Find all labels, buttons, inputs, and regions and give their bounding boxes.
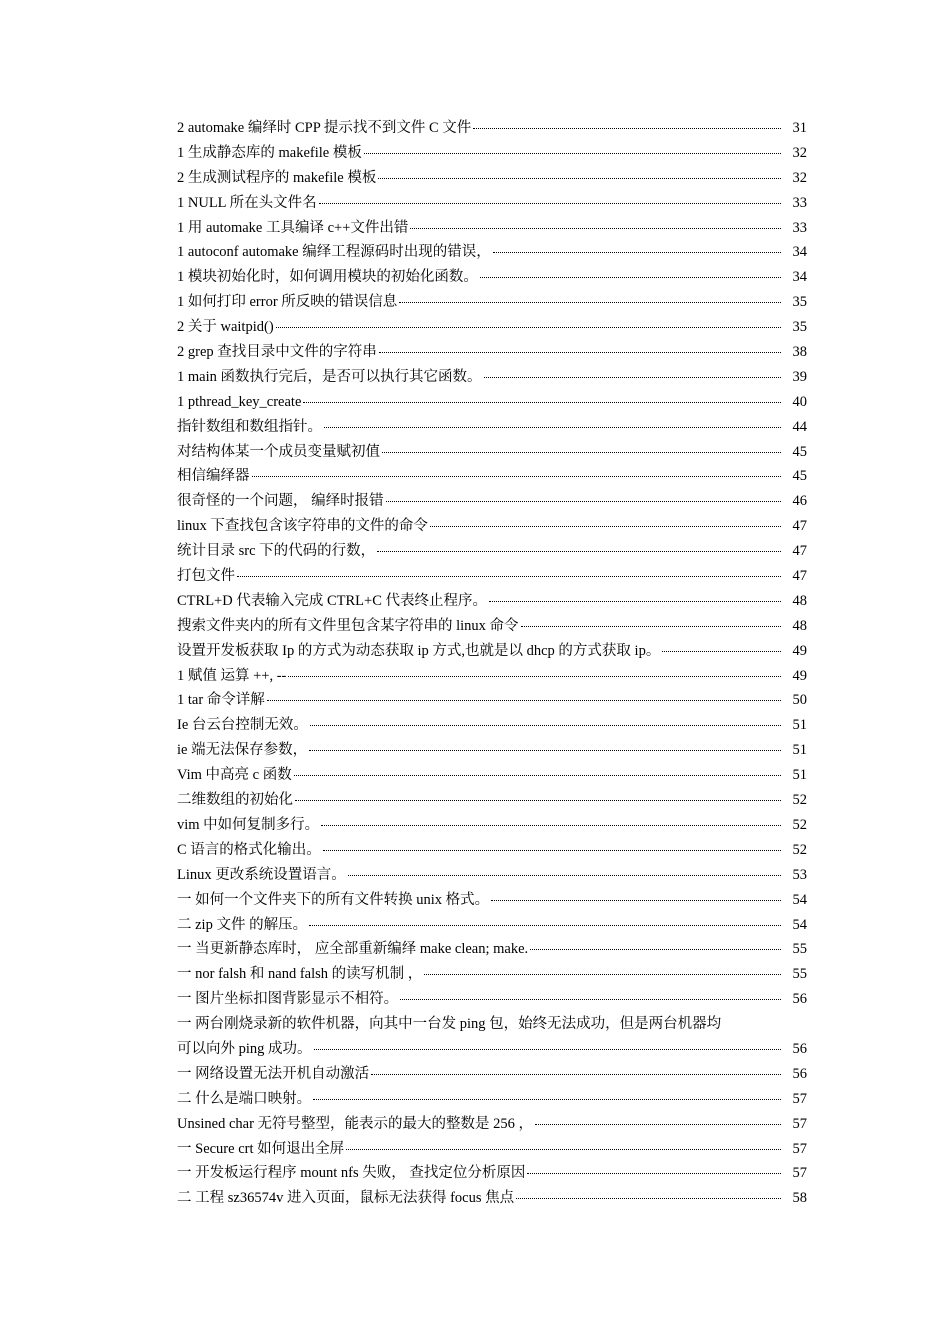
- toc-entry-text: 打包文件: [177, 568, 235, 585]
- toc-page-number: 55: [792, 941, 807, 958]
- toc-entry[interactable]: [177, 913, 807, 938]
- toc-entries: [177, 1062, 807, 1211]
- toc-leader-dots: [527, 1172, 781, 1174]
- toc-entry-text: 1 autoconf automake 编绎工程源码时出现的错误，: [177, 244, 491, 261]
- toc-leader-dots: [348, 874, 781, 876]
- toc-leader-dots: [399, 301, 781, 303]
- toc-leader-dots: [377, 550, 781, 552]
- toc-page-number: 58: [792, 1190, 807, 1207]
- toc-entry[interactable]: [177, 415, 807, 440]
- toc-entry-text: 设置开发板获取 Ip 的方式为动态获取 ip 方式,也就是以 dhcp 的方式获取 ip。: [177, 642, 661, 659]
- toc-page-number: 40: [792, 393, 807, 410]
- toc-page-number: 57: [792, 1090, 807, 1107]
- toc-entry-text: 2 生成测试程序的 makefile 模板: [177, 169, 377, 186]
- toc-page-number: 33: [792, 194, 807, 211]
- toc-entry-text: CTRL+D 代表输入完成 CTRL+C 代表终止程序。: [177, 592, 487, 609]
- toc-entry[interactable]: [177, 1161, 807, 1186]
- toc-entry-text: 很奇怪的一个问题， 编绎时报错: [177, 493, 384, 510]
- toc-entry[interactable]: [177, 564, 807, 589]
- toc-page-number: 47: [792, 518, 807, 535]
- toc-entry-text: 一 Secure crt 如何退出全屏: [177, 1140, 345, 1157]
- toc-leader-dots: [491, 899, 781, 901]
- toc-entry-text: 相信编绎器: [177, 468, 250, 485]
- toc-entry[interactable]: [177, 365, 807, 390]
- toc-entry[interactable]: [177, 440, 807, 465]
- toc-leader-dots: [410, 227, 781, 229]
- toc-leader-dots: [424, 973, 781, 975]
- toc-page-number: 32: [792, 144, 807, 161]
- toc-page-number: 32: [792, 169, 807, 186]
- toc-entry-text: 1 模块初始化时，如何调用模块的初始化函数。: [177, 269, 478, 286]
- toc-leader-dots: [516, 1197, 781, 1199]
- toc-entry-text: C 语言的格式化输出。: [177, 841, 321, 858]
- toc-leader-dots: [379, 351, 781, 353]
- toc-entry-text: 搜索文件夹内的所有文件里包含某字符串的 linux 命令: [177, 617, 519, 634]
- toc-leader-dots: [346, 1148, 781, 1150]
- toc-entry-text: 一 两台刚烧录新的软件机器，向其中一台发 ping 包，始终无法成功，但是两台机器均: [177, 1016, 722, 1033]
- toc-page-number: 34: [792, 269, 807, 286]
- toc-entry-text: 2 automake 编绎时 CPP 提示找不到文件 C 文件: [177, 120, 472, 136]
- toc-entry[interactable]: [177, 888, 807, 913]
- toc-entry[interactable]: [177, 141, 807, 166]
- toc-entry-text: 1 用 automake 工具编译 c++文件出错: [177, 219, 409, 236]
- toc-leader-dots: [473, 127, 781, 129]
- toc-page-number: 49: [792, 667, 807, 684]
- toc-leader-dots: [313, 1098, 781, 1100]
- toc-leader-dots: [321, 824, 781, 826]
- toc-entry[interactable]: [177, 166, 807, 191]
- toc-page-number: 44: [792, 418, 807, 435]
- toc-page-number: 49: [792, 642, 807, 659]
- toc-entry[interactable]: [177, 240, 807, 265]
- toc-entry[interactable]: [177, 489, 807, 514]
- toc-entry[interactable]: [177, 216, 807, 241]
- toc-entry-text: Linux 更改系统设置语言。: [177, 866, 346, 883]
- toc-page-number: 50: [792, 692, 807, 709]
- toc-entry[interactable]: [177, 589, 807, 614]
- toc-entry[interactable]: [177, 788, 807, 813]
- toc-page-number: 45: [792, 468, 807, 485]
- toc-entry[interactable]: [177, 1186, 807, 1211]
- toc-page-number: 56: [792, 1040, 807, 1057]
- toc-page-number: 54: [792, 891, 807, 908]
- toc-entry-text: Ie 台云台控制无效。: [177, 717, 308, 734]
- toc-entry-text: 二 zip 文件 的解压。: [177, 916, 308, 933]
- toc-entry[interactable]: [177, 1137, 807, 1162]
- toc-leader-dots: [319, 202, 781, 204]
- toc-leader-dots: [378, 177, 781, 179]
- toc-entry[interactable]: [177, 863, 807, 888]
- toc-entry-text: 一 当更新静态库时， 应全部重新编绎 make clean; make.: [177, 941, 529, 958]
- toc-page-number: 47: [792, 543, 807, 560]
- toc-leader-dots: [430, 525, 781, 527]
- toc-page-number: 52: [792, 841, 807, 858]
- toc-entry[interactable]: [177, 464, 807, 489]
- toc-page-number: 47: [792, 568, 807, 585]
- toc-page-number: 35: [792, 319, 807, 336]
- toc-leader-dots: [662, 650, 781, 652]
- toc-page-number: 39: [792, 368, 807, 385]
- toc-leader-dots: [484, 376, 782, 378]
- toc-entry[interactable]: [177, 763, 807, 788]
- toc-entry[interactable]: [177, 688, 807, 713]
- toc-entry-text: 二 工程 sz36574v 进入页面，鼠标无法获得 focus 焦点: [177, 1190, 515, 1207]
- toc-leader-dots: [535, 1123, 781, 1125]
- toc-leader-dots: [364, 152, 781, 154]
- toc-page-number: 33: [792, 219, 807, 236]
- toc-entry-text: ie 端无法保存参数，: [177, 742, 308, 759]
- toc-entry[interactable]: [177, 340, 807, 365]
- toc-leader-dots: [371, 1073, 781, 1075]
- toc-leader-dots: [267, 699, 781, 701]
- toc-page-number: 34: [792, 244, 807, 261]
- toc-leader-dots: [386, 500, 781, 502]
- toc-leader-dots: [295, 799, 781, 801]
- toc-page-number: 52: [792, 792, 807, 809]
- toc-leader-dots: [252, 475, 782, 477]
- toc-entry[interactable]: [177, 987, 807, 1012]
- toc-entry-text: 统计目录 src 下的代码的行数，: [177, 543, 376, 560]
- toc-leader-dots: [288, 675, 781, 677]
- toc-leader-dots: [400, 998, 781, 1000]
- toc-entries: [177, 116, 807, 1012]
- toc-page-number: 53: [792, 866, 807, 883]
- toc-entry[interactable]: [177, 539, 807, 564]
- toc-leader-dots: [276, 326, 781, 328]
- toc-entry[interactable]: [177, 614, 807, 639]
- toc-entry[interactable]: [177, 639, 807, 664]
- toc-page-number: 56: [792, 1065, 807, 1082]
- toc-leader-dots: [309, 924, 781, 926]
- toc-entry[interactable]: [177, 191, 807, 216]
- toc-page-number: 45: [792, 443, 807, 460]
- toc-entry[interactable]: [177, 315, 807, 340]
- toc-page-number: 57: [792, 1115, 807, 1132]
- toc-entry[interactable]: [177, 116, 807, 141]
- toc-entry-text: 1 生成静态库的 makefile 模板: [177, 144, 362, 161]
- toc-leader-dots: [314, 1048, 781, 1050]
- toc-page-number: 48: [792, 592, 807, 609]
- toc-entry[interactable]: [177, 1087, 807, 1112]
- toc-page-number: 51: [792, 767, 807, 784]
- toc-page-number: 54: [792, 916, 807, 933]
- toc-entry-text: 一 网络设置无法开机自动激活: [177, 1065, 370, 1082]
- toc-entry-text: 2 关于 waitpid(): [177, 319, 274, 336]
- table-of-contents: [177, 116, 807, 1211]
- toc-entry-text: Unsined char 无符号整型，能表示的最大的整数是 256 ，: [177, 1115, 534, 1132]
- toc-leader-dots: [382, 451, 781, 453]
- toc-entry-text: 2 grep 查找目录中文件的字符串: [177, 344, 377, 361]
- toc-page-number: 55: [792, 966, 807, 983]
- toc-entry-text: linux 下查找包含该字符串的文件的命令: [177, 518, 428, 535]
- toc-leader-dots: [530, 948, 781, 950]
- toc-leader-dots: [493, 251, 781, 253]
- toc-page-number: 46: [792, 493, 807, 510]
- toc-entry-text: 二 什么是端口映射。: [177, 1090, 312, 1107]
- toc-leader-dots: [237, 575, 781, 577]
- toc-entry[interactable]: [177, 514, 807, 539]
- toc-leader-dots: [323, 849, 781, 851]
- toc-page-number: 56: [792, 991, 807, 1008]
- toc-entry-text: 一 如何一个文件夹下的所有文件转换 unix 格式。: [177, 891, 490, 908]
- toc-page-number: 51: [792, 742, 807, 759]
- toc-leader-dots: [309, 749, 781, 751]
- toc-entry[interactable]: [177, 738, 807, 763]
- toc-entry-text: 1 main 函数执行完后，是否可以执行其它函数。: [177, 368, 482, 385]
- toc-entry[interactable]: [177, 664, 807, 689]
- toc-entry-text: 1 pthread_key_create: [177, 393, 302, 410]
- toc-leader-dots: [480, 276, 781, 278]
- toc-entry-text-continued: 可以向外 ping 成功。: [177, 1040, 312, 1057]
- toc-entry-text: 1 NULL 所在头文件名: [177, 194, 317, 211]
- toc-entry[interactable]: [177, 838, 807, 863]
- toc-entry[interactable]: [177, 265, 807, 290]
- toc-entry[interactable]: [177, 962, 807, 987]
- toc-entry-text: Vim 中高亮 c 函数: [177, 767, 292, 784]
- toc-entry[interactable]: [177, 713, 807, 738]
- toc-page-number: 57: [792, 1165, 807, 1182]
- toc-entry[interactable]: [177, 290, 807, 315]
- toc-entry-text: 1 赋值 运算 ++, --: [177, 667, 287, 684]
- toc-entry-text: vim 中如何复制多行。: [177, 816, 320, 833]
- toc-leader-dots: [489, 600, 781, 602]
- toc-entry[interactable]: [177, 937, 807, 962]
- toc-page-number: 38: [792, 344, 807, 361]
- toc-leader-dots: [294, 774, 781, 776]
- toc-entry-text: 1 如何打印 error 所反映的错误信息: [177, 294, 398, 311]
- toc-entry-text: 二维数组的初始化: [177, 792, 293, 809]
- toc-leader-dots: [521, 625, 781, 627]
- toc-entry[interactable]: [177, 813, 807, 838]
- toc-page-number: 57: [792, 1140, 807, 1157]
- toc-page-number: 52: [792, 816, 807, 833]
- toc-entry-text: 对结构体某一个成员变量赋初值: [177, 443, 380, 460]
- toc-entry[interactable]: [177, 1062, 807, 1087]
- toc-entry-text: 一 nor falsh 和 nand falsh 的读写机制 ，: [177, 966, 423, 983]
- toc-entry[interactable]: [177, 1012, 807, 1062]
- toc-page-number: 51: [792, 717, 807, 734]
- toc-entry[interactable]: [177, 1112, 807, 1137]
- toc-page-number: 48: [792, 617, 807, 634]
- toc-entry[interactable]: [177, 390, 807, 415]
- toc-leader-dots: [303, 401, 781, 403]
- toc-entry-text: 一 图片坐标扣图背影显示不相符。: [177, 991, 399, 1008]
- toc-entry-text: 指针数组和数组指针。: [177, 418, 322, 435]
- toc-entry-text: 1 tar 命令详解: [177, 692, 265, 709]
- toc-leader-dots: [324, 426, 781, 428]
- toc-leader-dots: [310, 724, 781, 726]
- toc-entry-text: 一 开发板运行程序 mount nfs 失败， 查找定位分析原因: [177, 1165, 526, 1182]
- toc-page-number: 31: [792, 120, 807, 136]
- toc-page-number: 35: [792, 294, 807, 311]
